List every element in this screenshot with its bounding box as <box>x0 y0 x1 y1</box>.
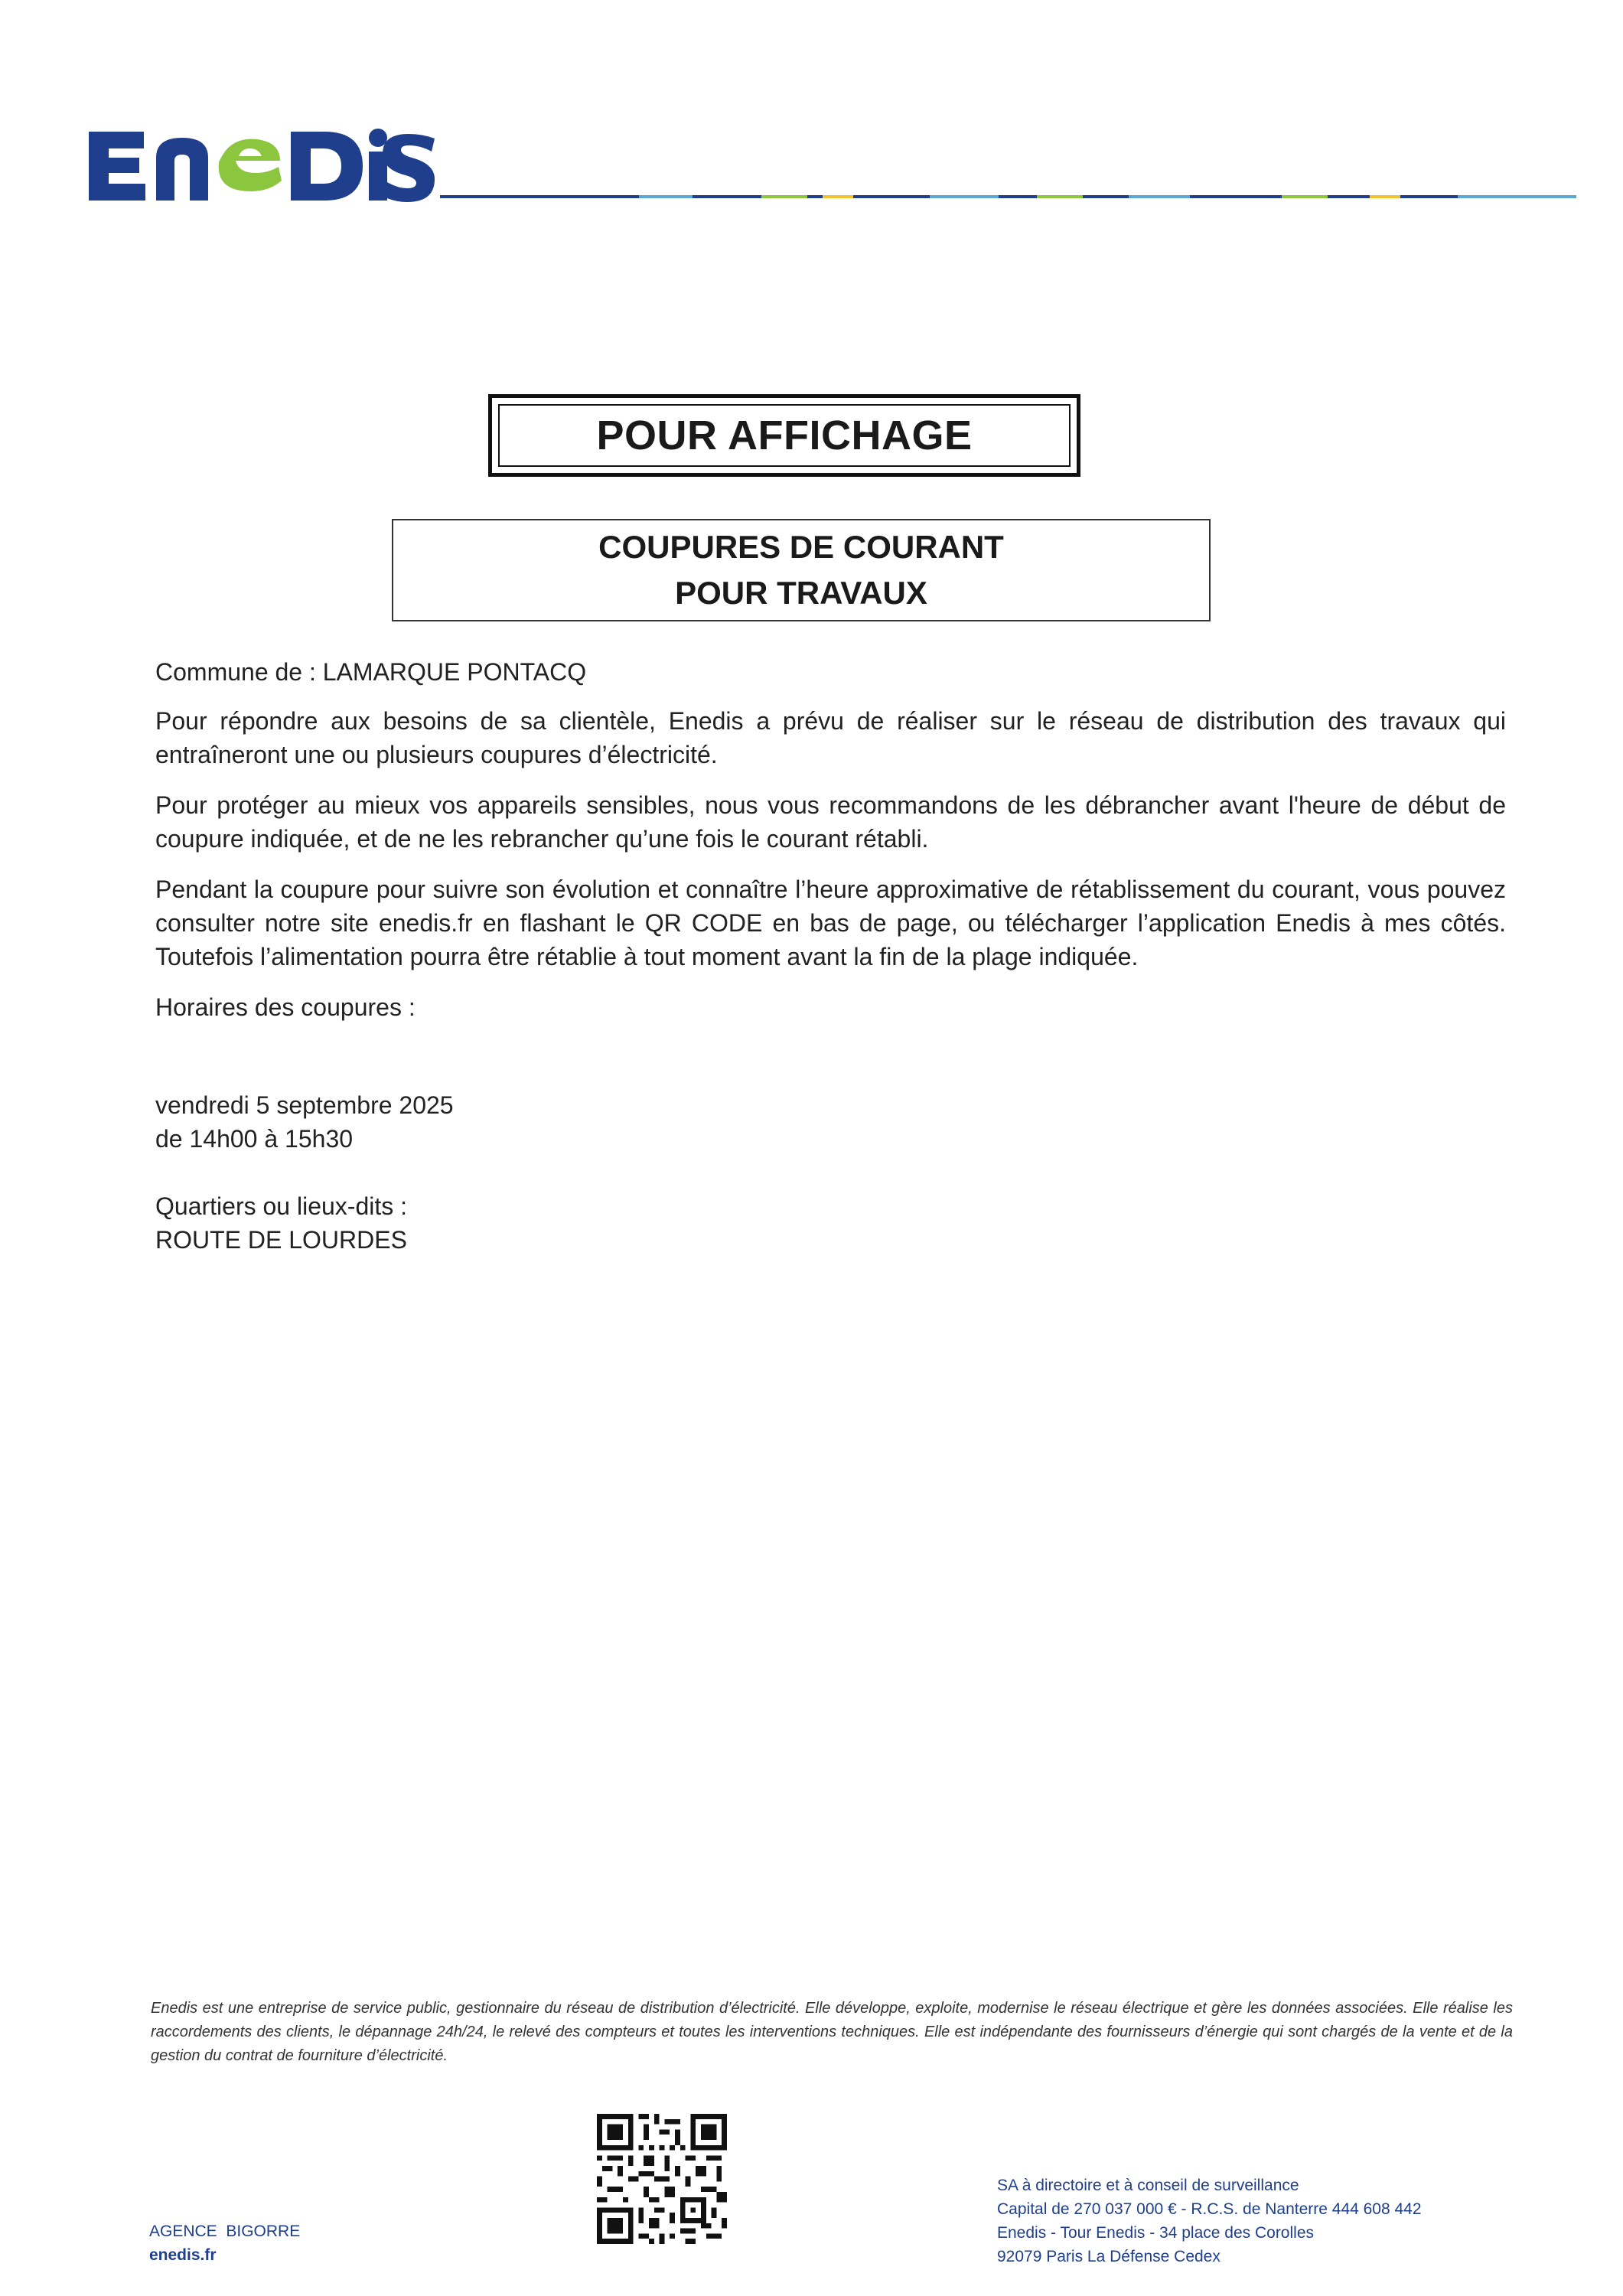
location-value: ROUTE DE LOURDES <box>155 1226 407 1254</box>
page-title: POUR AFFICHAGE <box>596 413 973 458</box>
agency-block <box>149 2219 300 2267</box>
paragraph-protect: Pour protéger au mieux vos appareils sensibles, nous vous recommandons de les débrancher avant l'heure de début de coupure indiquée, et de ne les rebrancher qu’une fois le courant rétabli. <box>155 791 1506 853</box>
location-label: Quartiers ou lieux-dits : <box>155 1192 408 1220</box>
subtitle-line-1: COUPURES DE COURANT <box>598 529 1004 565</box>
legal-line-1: SA à directoire et à conseil de surveillance <box>997 2177 1299 2194</box>
qr-code-icon[interactable] <box>597 2114 727 2244</box>
pour-affichage-inner-frame <box>498 404 1071 467</box>
pour-affichage-box <box>488 394 1080 477</box>
website-link[interactable]: enedis.fr <box>149 2246 217 2264</box>
subtitle-box <box>392 519 1211 621</box>
schedule-date: vendredi 5 septembre 2025 <box>155 1091 454 1119</box>
legal-line-4: 92079 Paris La Défense Cedex <box>997 2248 1221 2265</box>
header-divider-line <box>440 194 1576 200</box>
legal-line-3: Enedis - Tour Enedis - 34 place des Corolles <box>997 2224 1315 2242</box>
legal-line-2: Capital de 270 037 000 € - R.C.S. de Nanterre 444 608 442 <box>997 2200 1422 2218</box>
schedule-time: de 14h00 à 15h30 <box>155 1125 354 1153</box>
schedule-label: Horaires des coupures : <box>155 993 416 1021</box>
subtitle-line-2: POUR TRAVAUX <box>675 575 927 611</box>
paragraph-needs: Pour répondre aux besoins de sa clientèle, Enedis a prévu de réaliser sur le réseau de distribution des travaux qui entraîneront une ou plusieurs coupures d’électricité. <box>155 707 1506 768</box>
paragraph-follow: Pendant la coupure pour suivre son évolution et connaître l’heure approximative de rétablissement du courant, vous pouvez consulter notre site enedis.fr en flashant le QR CODE en bas de page, ou télécharger l’application Enedis à mes côtés. Toutefois l’alimentation pourra être rétablie à tout moment avant la fin de la plage indiquée. <box>155 876 1506 970</box>
legal-info <box>997 2174 1422 2268</box>
commune-line: Commune de : LAMARQUE PONTACQ <box>155 658 587 686</box>
enedis-logo <box>83 115 435 214</box>
footer-notice: Enedis est une entreprise de service public, gestionnaire du réseau de distribution d’électricité. Elle développe, exploite, modernise le réseau électrique et gère les données associées. Elle réalise les raccordements des clients, le dépannage 24h/24, le relevé des compteurs et toutes les interventions techniques. Elle est indépendante des fournisseurs d’énergie qui sont chargés de la vente et de la gestion du contrat de fourniture d’électricité. <box>151 2000 1513 2064</box>
agency-name: AGENCE BIGORRE <box>149 2223 301 2240</box>
